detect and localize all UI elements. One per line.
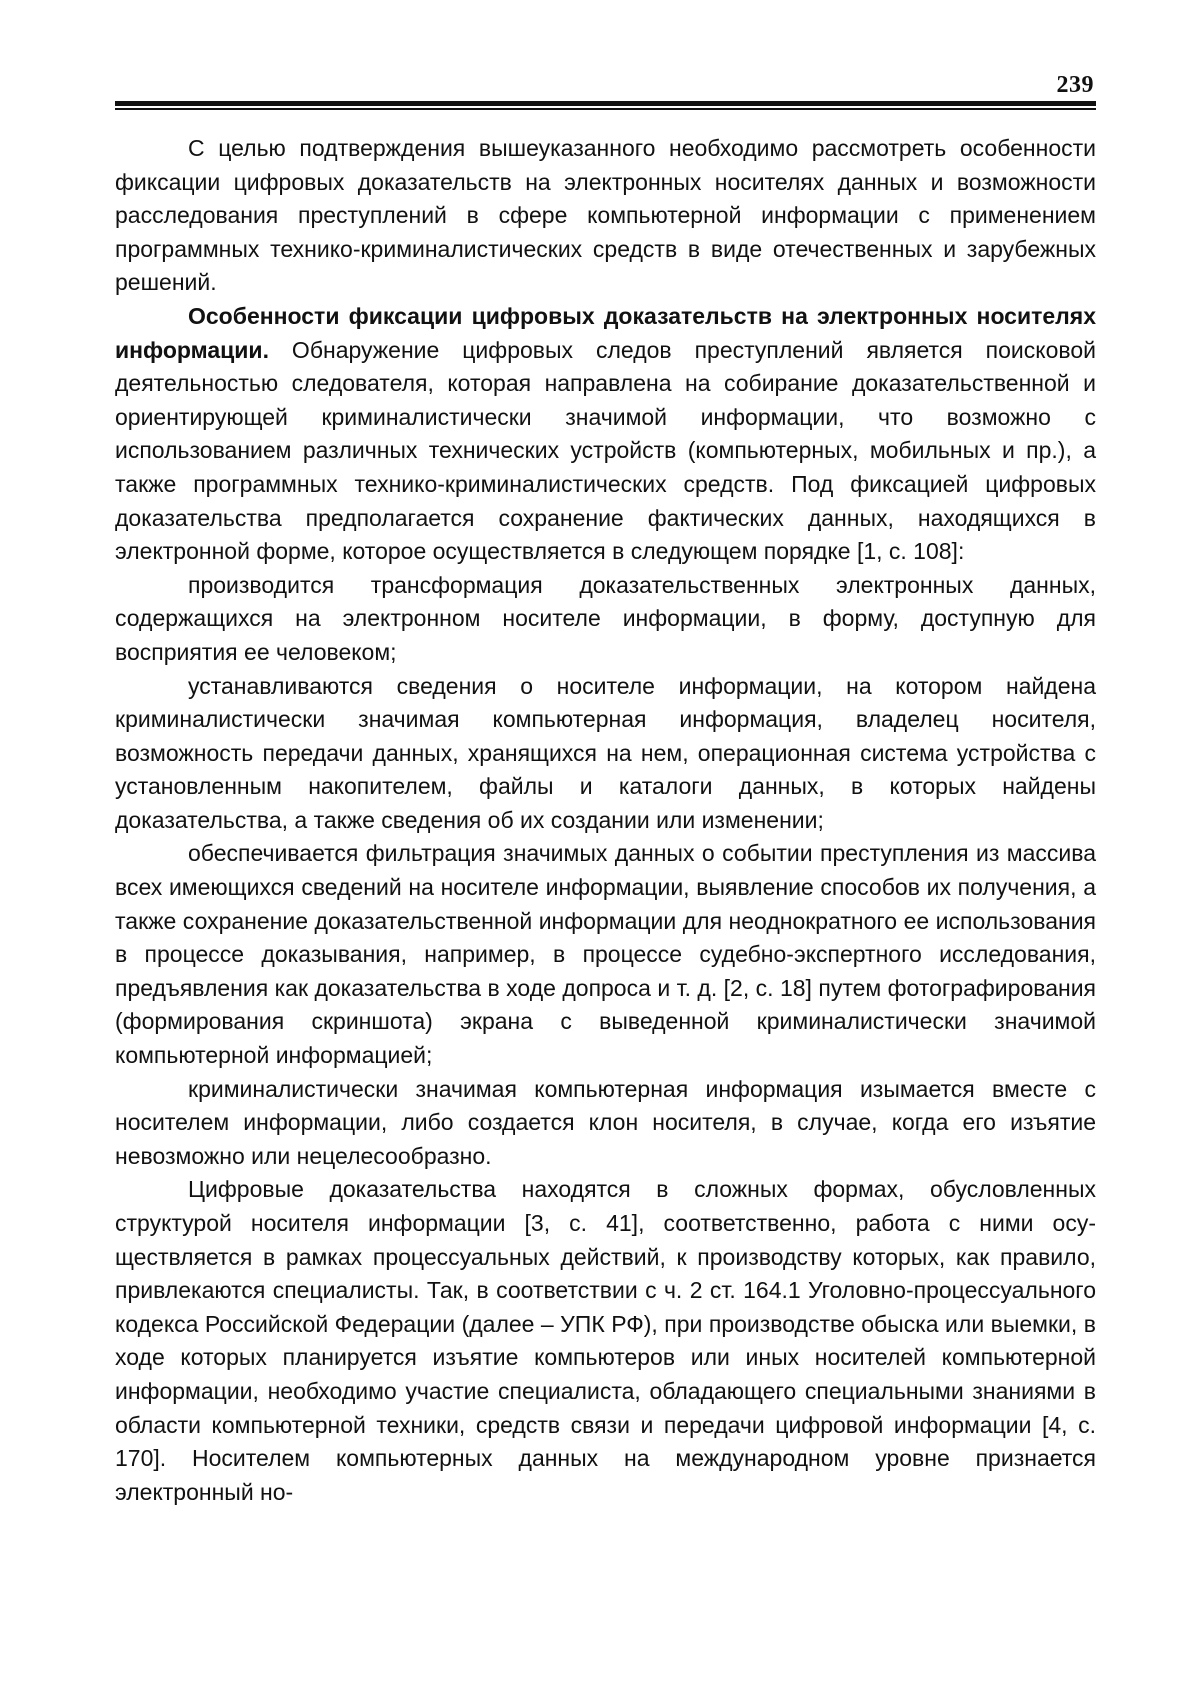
list-item-4: [115, 1073, 1096, 1174]
paragraph-3: [115, 1173, 1096, 1509]
paragraph-1-text: С целью подтверждения вышеуказанного необходимо рассмотреть особенности фиксации цифровых доказательств на электронных носителях данных и возможности расследования преступлений в сфере компьютерной информации с применением программных технико-криминалистических средств в виде отечественных и зарубежных решений.: [115, 135, 1096, 296]
list-item-1-text: производится трансформация доказательственных электронных данных, содержащихся на электронном носителе информации, в форму, доступную для восприятия ее человеком;: [115, 571, 1096, 665]
list-item-3: [115, 837, 1096, 1072]
section-heading: Особенности фиксации цифровых доказательств на электронных носителях информации.: [115, 302, 1096, 363]
list-item-2-text: устанавливаются сведения о носителе информации, на котором найдена криминалистически значимая компьютерная информация, владелец носителя, возможность передачи данных, хранящихся на нем, операционная система устройства с установленным накопителем, файлы и каталоги данных, в которых найдены доказательства, а также сведения об их создании или изменении;: [115, 672, 1096, 833]
page-number: 239: [1056, 72, 1094, 98]
header-rule: [115, 101, 1096, 110]
paragraph-2: [115, 300, 1096, 569]
list-item-3-text: обеспечивается фильтрация значимых данных о событии преступления из массива всех имеющихся сведений на носителе информации, выявление способов их получения, а также сохранение доказательственной информации для неоднократного ее использования в процессе доказывания, например, в процессе судебно-экспертного исследования, предъявления как доказательства в ходе допроса и т. д. [2, с. 18] путем фотографирования (формирования скриншота) экрана с выведенной криминалистически значимой компьютерной информацией;: [115, 840, 1096, 1069]
list-item-4-text: криминалистически значимая компьютерная информация изымается вместе с носителем информации, либо создается клон носителя, в случае, когда его изъятие невозможно или нецелесообразно.: [115, 1075, 1096, 1169]
paragraph-2-text: Обнаружение цифровых следов преступлений является поисковой деятельностью следователя, которая направлена на собирание доказательственной и ориентирующей криминалистически значимой информации, что возможно с использованием различных технических устройств (компьютерных, мобильных и пр.), а также программных технико-криминалистических средств. Под фиксацией цифровых доказательства предполагается сохранение фактических данных, находящихся в электронной форме, которое осуществляется в следующем порядке [1, с. 108]:: [115, 336, 1096, 565]
body-text: [115, 132, 1096, 1509]
header-rule-thin: [115, 108, 1096, 110]
paragraph-3-text: Цифровые доказательства находятся в сложных формах, обусловленных структурой носителя информации [3, с. 41], соответственно, работа с ними осуществляется в рамках процессуальных действий, к производству которых, как правило, привлекаются специалисты. Так, в соответствии с ч. 2 ст. 164.1 Уголовно-процессуального кодекса Российской Федерации (далее – УПК РФ), при производстве обыска или выемки, в ходе которых планируется изъятие компьютеров или иных носителей компьютерной информации, необходимо участие специалиста, обладающего специальными знаниями в области компьютерной техники, средств связи и передачи цифровой информации [4, с. 170]. Носителем компьютерных данных на международном уровне признается электронный но-: [115, 1176, 1096, 1505]
paragraph-1: [115, 132, 1096, 300]
list-item-2: [115, 670, 1096, 838]
list-item-1: [115, 569, 1096, 670]
